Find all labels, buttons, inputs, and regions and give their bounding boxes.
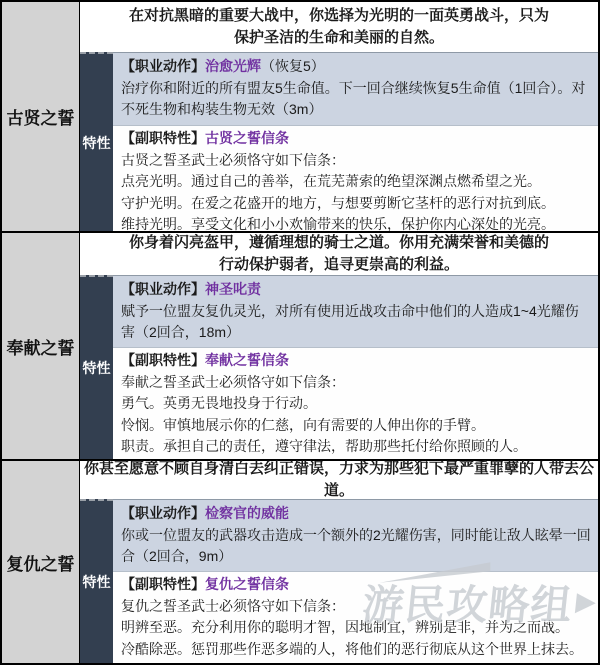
ability-link-holy-rebuke[interactable]: 神圣叱责 [205,281,261,297]
oath-row-vengeance [2,459,598,663]
tenet-line: 明辨至恶。充分利用你的聪明才智，因地制宜，辨别是非，并为之而战。 [121,619,569,635]
class-action-block [113,276,598,347]
trait-content-devotion [113,275,598,459]
watermark-text: 游民攻略组 [360,582,576,628]
trait-label: 特性 [82,360,111,376]
action-prefix-label: 【职业动作】 [121,505,205,521]
tenet-line: 复仇之誓圣武士必须恪守如下信条： [121,597,345,614]
watermark-arrow-icon: ▶ [574,586,598,616]
action-prefix-label: 【职业动作】 [121,281,205,297]
oath-description-devotion [80,233,598,275]
description-line: 保护圣洁的生命和美丽的自然。 [233,29,444,46]
oath-name-label: 古贤之誓 [6,109,75,128]
action-description-line: 你或一位盟友的武器攻击造成一个额外的2光耀伤害，同时能让敌人眩晕一回 [121,526,591,543]
tenet-line: 勇气。英勇无畏地投身于行动。 [121,395,317,411]
subtrait-prefix-label: 【副职特性】 [121,576,205,592]
tenet-line: 维持光明。享受文化和小小欢愉带来的快乐，保护你内心深处的光亮。 [121,216,555,231]
oath-description-ancients [80,2,598,52]
tenet-line: 守护光明。在爱之花盛开的地方，与想要剪断它茎杆的恶行对抗到底。 [121,194,555,211]
trait-label: 特性 [82,574,111,590]
action-suffix: （恢复5） [261,58,325,74]
class-action-block [113,500,598,571]
oath-row-devotion [2,231,598,459]
action-description-line: 合（2回合，9m） [121,548,233,564]
description-line: 在对抗黑暗的重要大战中，你选择为光明的一面英勇战斗，只为 [128,7,549,24]
tenet-line: 点亮光明。通过自己的善举，在荒芜萧索的绝望深渊点燃希望之光。 [121,173,541,189]
ability-link-inquisitors-might[interactable]: 检察官的威能 [205,505,289,521]
ability-link-healing-radiance[interactable]: 治愈光辉 [205,58,261,74]
description-line: 你身着闪亮盔甲，遵循理想的骑士之道。你用充满荣誉和美德的 [128,234,549,251]
action-prefix-label: 【职业动作】 [121,58,205,74]
action-description-line: 害（2回合，18m） [121,324,241,340]
subclass-trait-block [113,571,598,663]
tenet-line: 职责。承担自己的责任，遵守律法，帮助那些托付给你照顾的人。 [121,438,527,454]
oath-name-label: 奉献之誓 [6,338,75,358]
subclass-trait-heading [113,574,598,596]
trait-content-ancients [113,52,598,231]
description-line: 行动保护弱者，追寻更崇高的利益。 [218,256,459,273]
trait-label: 特性 [82,134,111,151]
tenets-link-vengeance[interactable]: 复仇之誓信条 [205,576,289,592]
subtrait-prefix-label: 【副职特性】 [121,352,205,368]
subclass-trait-heading [113,350,598,372]
oath-row-ancients [2,2,598,231]
tenet-line: 冷酷除恶。惩罚那些作恶多端的人，将他们的恶行彻底从这个世界上抹去。 [121,640,583,657]
trait-header-cell [80,499,113,663]
subclass-trait-block [113,347,598,459]
subclass-trait-block [113,125,598,231]
tenets-link-ancients[interactable]: 古贤之誓信条 [205,130,289,146]
class-action-heading [113,503,598,525]
tenet-line: 古贤之誓圣武士必须恪守如下信条： [121,151,345,168]
subclass-trait-heading [113,128,598,150]
oath-name-label: 复仇之誓 [6,554,75,574]
class-action-heading [113,279,598,301]
trait-header-cell [80,52,113,231]
action-description-line: 不死生物和构装生物无效（3m） [121,101,323,117]
trait-content-vengeance [113,499,598,663]
action-description-line: 赋予一位盟友复仇灵光，对所有使用近战攻击命中他们的人造成1~4光耀伤 [121,302,579,319]
tenet-line: 奉献之誓圣武士必须恪守如下信条： [121,373,345,390]
oath-name-ancients [2,2,80,231]
action-description-line: 治疗你和附近的所有盟友5生命值。下一回合继续恢复5生命值（1回合）。对 [121,79,586,96]
oath-description-vengeance [80,461,598,499]
oath-name-vengeance [2,461,80,663]
oath-name-devotion [2,233,80,459]
tenets-link-devotion[interactable]: 奉献之誓信条 [205,352,289,368]
tenet-line: 怜悯。审慎地展示你的仁慈，向有需要的人伸出你的手臂。 [121,416,485,433]
description-line: 你甚至愿意不顾自身清白去纠正错误，力求为那些犯下最严重罪孽的人带去公道。 [83,460,594,499]
class-action-block [113,53,598,125]
subtrait-prefix-label: 【副职特性】 [121,130,205,146]
trait-header-cell [80,275,113,459]
class-action-heading [113,56,598,78]
